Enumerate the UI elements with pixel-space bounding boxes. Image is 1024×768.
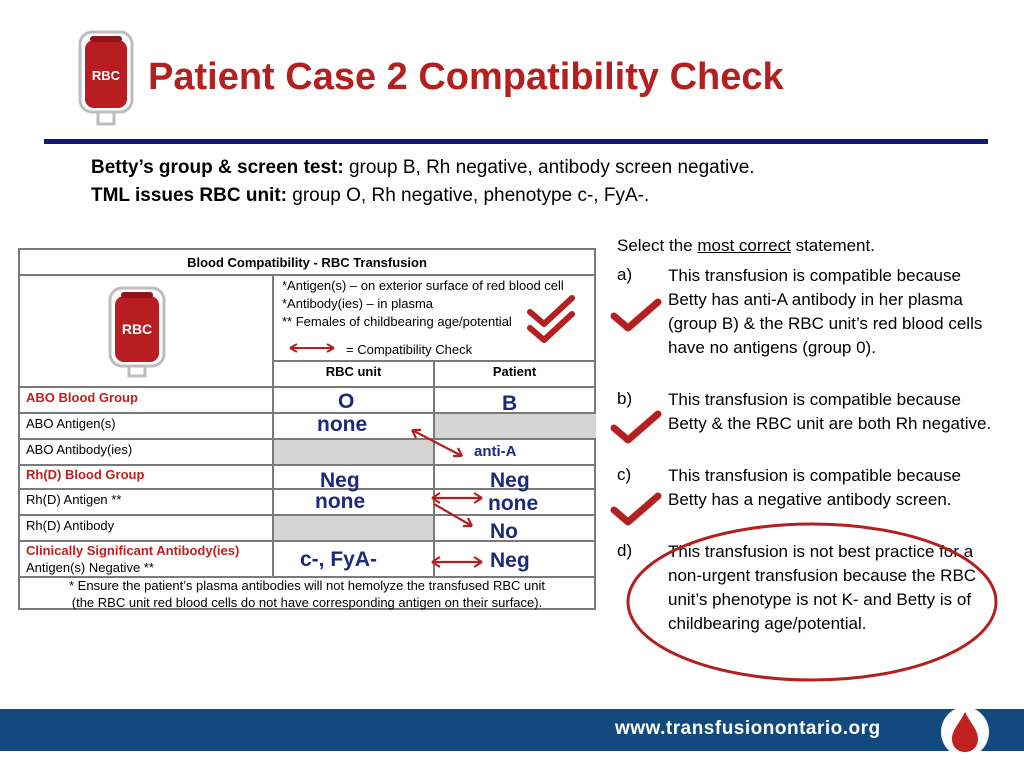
rbc-rh-value: Neg bbox=[320, 469, 360, 492]
intro-line-patient bbox=[91, 157, 755, 179]
patient-rh-antigen-value: none bbox=[488, 492, 539, 515]
table-grid-line bbox=[20, 438, 594, 440]
intro-unit-text: group O, Rh negative, phenotype c-, FyA-. bbox=[287, 185, 650, 206]
page-title: Patient Case 2 Compatibility Check bbox=[148, 56, 784, 98]
rbc-logo-label: RBC bbox=[91, 68, 121, 83]
option-b-letter: b) bbox=[617, 389, 633, 408]
row-rh-antibody: Rh(D) Antibody bbox=[26, 518, 115, 533]
option-a-letter: a) bbox=[617, 265, 633, 284]
col-header-rbc: RBC unit bbox=[325, 364, 382, 379]
rbc-abo-value: O bbox=[338, 390, 355, 413]
rbc-phenotype-value: c-, FyA- bbox=[300, 548, 378, 571]
title-divider bbox=[44, 139, 988, 144]
row-rh-group: Rh(D) Blood Group bbox=[26, 467, 145, 482]
compat-arrows-overlay bbox=[400, 410, 500, 570]
table-grid-line bbox=[20, 274, 594, 276]
table-grid-line bbox=[20, 386, 594, 388]
rbc-rh-antigen-value: none bbox=[315, 490, 366, 513]
legend-antibody: *Antibody(ies) – in plasma bbox=[282, 296, 434, 311]
option-a-check-icon bbox=[608, 296, 664, 336]
rbc-abo-antigen-value: none bbox=[317, 413, 368, 436]
table-footnote-2: (the RBC unit red blood cells do not have corresponding antigen on their surface). bbox=[71, 595, 543, 610]
option-d-text[interactable]: This transfusion is not best practice for a non-urgent transfusion because the RBC unit’s phenotype is not K- and Betty is of childbearing age/potential. bbox=[668, 542, 977, 633]
intro-line-unit bbox=[91, 185, 649, 207]
option-d-letter: d) bbox=[617, 541, 633, 560]
row-abo-antigen: ABO Antigen(s) bbox=[26, 416, 116, 431]
answer-circle-highlight bbox=[622, 518, 1002, 686]
table-check-icons bbox=[524, 292, 584, 348]
prompt-post: statement. bbox=[790, 236, 875, 255]
blood-drop-icon bbox=[940, 706, 990, 758]
option-b-check-icon bbox=[608, 408, 664, 448]
intro-patient-text: group B, Rh negative, antibody screen negative. bbox=[343, 157, 755, 178]
patient-rh-value: Neg bbox=[490, 469, 530, 492]
table-grid-line bbox=[20, 464, 594, 466]
prompt-pre: Select the bbox=[617, 236, 698, 255]
intro-patient-label: Betty’s group & screen test: bbox=[91, 157, 344, 178]
legend-females: ** Females of childbearing age/potential bbox=[282, 314, 512, 329]
row-abo-antibody: ABO Antibody(ies) bbox=[26, 442, 133, 457]
legend-double-arrow-icon bbox=[286, 342, 338, 354]
option-c-text[interactable]: This transfusion is compatible because Betty has a negative antibody screen. bbox=[668, 466, 961, 509]
table-footnote-1: * Ensure the patient’s plasma antibodies will not hemolyze the transfused RBC unit bbox=[69, 578, 545, 593]
compatibility-table bbox=[18, 248, 596, 610]
row-clin-antigen-neg: Antigen(s) Negative ** bbox=[26, 560, 154, 575]
patient-clin-value: Neg bbox=[490, 549, 530, 572]
table-title: Blood Compatibility - RBC Transfusion bbox=[187, 255, 427, 270]
prompt-underlined: most correct bbox=[697, 236, 791, 255]
option-b-text[interactable]: This transfusion is compatible because Betty & the RBC unit are both Rh negative. bbox=[668, 390, 992, 433]
patient-abo-value: B bbox=[502, 392, 518, 415]
patient-rh-antibody-value: No bbox=[490, 520, 518, 543]
question-prompt bbox=[617, 236, 875, 256]
option-c-letter: c) bbox=[617, 465, 632, 484]
intro-unit-label: TML issues RBC unit: bbox=[91, 185, 287, 206]
table-logo-label: RBC bbox=[121, 321, 153, 337]
table-rbc-bag-icon bbox=[106, 284, 168, 380]
option-a-text[interactable]: This transfusion is compatible because Betty has anti-A antibody in her plasma (group B) & the RBC unit’s red blood cells have no antigens (group 0). bbox=[668, 266, 983, 357]
col-header-patient: Patient bbox=[492, 364, 537, 379]
legend-antigen: *Antigen(s) – on exterior surface of red blood cell bbox=[282, 278, 564, 293]
table-grid-line bbox=[272, 274, 274, 576]
footer-url: www.transfusionontario.org bbox=[615, 718, 881, 739]
rbc-bag-logo bbox=[76, 28, 136, 130]
legend-compat-note: = Compatibility Check bbox=[346, 342, 473, 357]
patient-abo-antibody-value: anti-A bbox=[474, 443, 517, 460]
row-abo-group: ABO Blood Group bbox=[26, 390, 138, 405]
row-rh-antigen: Rh(D) Antigen ** bbox=[26, 492, 122, 507]
row-clin-antibody: Clinically Significant Antibody(ies) bbox=[26, 543, 240, 558]
